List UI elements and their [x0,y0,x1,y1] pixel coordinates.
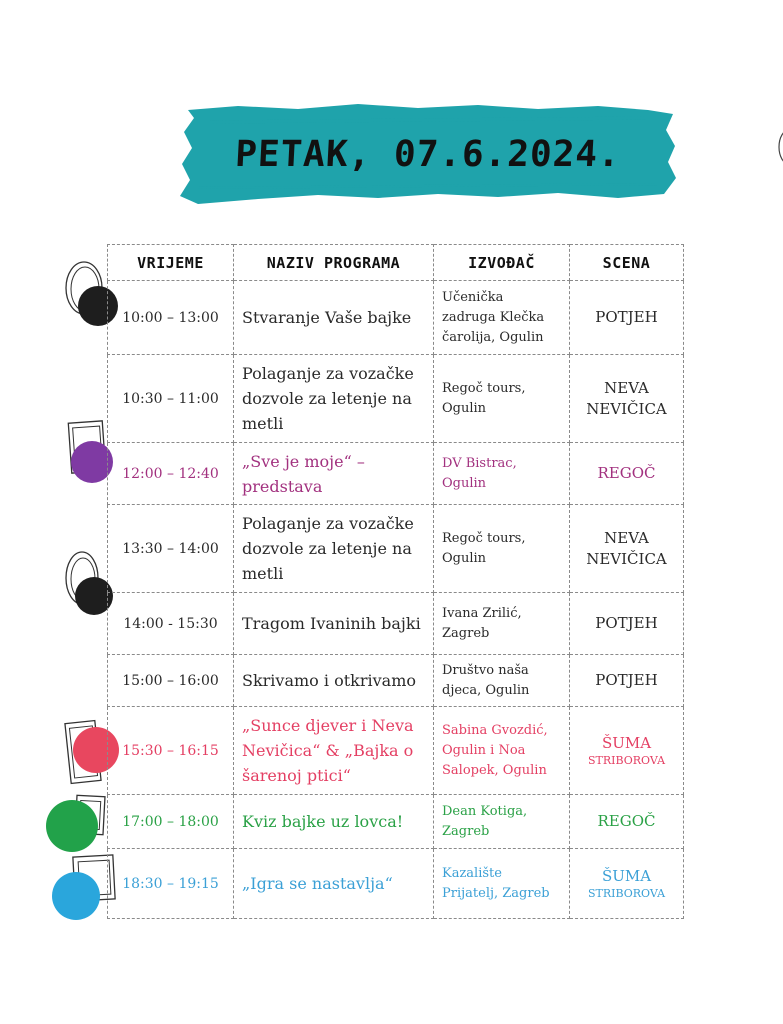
table-row [108,849,684,919]
cell-stage [570,849,684,919]
stage-name: POTJEH [595,308,658,326]
stage-name: ŠUMA [601,867,652,885]
table-row [108,655,684,707]
page-title: PETAK, 07.6.2024. [234,133,622,175]
cell-stage [570,355,684,443]
cell-stage [570,795,684,849]
square-frame-green-blot-icon [40,792,114,858]
stage-name: POTJEH [595,671,658,689]
cell-performer: DV Bistrac, Ogulin [434,443,570,505]
table-row [108,355,684,443]
cell-performer: Regoč tours, Ogulin [434,355,570,443]
header-performer: IZVOĐAČ [434,245,570,281]
stage-name: REGOČ [597,464,656,482]
cell-performer: Kazalište Prijatelj, Zagreb [434,849,570,919]
stage-name: REGOČ [597,812,656,830]
cell-program: Polaganje za vozačke dozvole za letenje na metli [234,505,434,593]
header-time: VRIJEME [108,245,234,281]
stage-name: POTJEH [595,614,658,632]
cell-stage [570,655,684,707]
table-row [108,281,684,355]
cell-time: 18:30 – 19:15 [108,849,234,919]
table-row [108,707,684,795]
cell-time: 10:30 – 11:00 [108,355,234,443]
cell-time: 15:30 – 16:15 [108,707,234,795]
header-stage: SCENA [570,245,684,281]
cell-program: Kviz bajke uz lovca! [234,795,434,849]
cell-time: 14:00 - 15:30 [108,593,234,655]
cell-time: 17:00 – 18:00 [108,795,234,849]
cell-performer: Sabina Gvozdić, Ogulin i Noa Salopek, Ogulin [434,707,570,795]
cell-program: Tragom Ivaninih bajki [234,593,434,655]
stage-subname: STRIBOROVA [587,754,666,767]
stage-name: NEVA NEVIČICA [586,528,667,568]
title-banner [178,100,678,208]
table-row [108,443,684,505]
stage-name: NEVA NEVIČICA [586,378,667,418]
cell-time: 12:00 – 12:40 [108,443,234,505]
stage-name: ŠUMA [601,734,652,752]
cell-program: „Igra se nastavlja“ [234,849,434,919]
cell-program: „Sunce djever i Neva Nevičica“ & „Bajka o šarenoj ptici“ [234,707,434,795]
cell-performer: Ivana Zrilić, Zagreb [434,593,570,655]
cell-program: Polaganje za vozačke dozvole za letenje na metli [234,355,434,443]
cell-performer: Društvo naša djeca, Ogulin [434,655,570,707]
cell-time: 13:30 – 14:00 [108,505,234,593]
cell-program: „Sve je moje“ – predstava [234,443,434,505]
cell-stage [570,593,684,655]
cell-program: Stvaranje Vaše bajke [234,281,434,355]
cell-stage [570,281,684,355]
cell-program: Skrivamo i otkrivamo [234,655,434,707]
table-header-row [108,245,684,281]
schedule-table [107,244,684,919]
cell-stage [570,443,684,505]
table-row [108,795,684,849]
cell-stage [570,707,684,795]
table-row [108,505,684,593]
cell-performer: Regoč tours, Ogulin [434,505,570,593]
stage-subname: STRIBOROVA [587,887,666,900]
cell-performer: Dean Kotiga, Zagreb [434,795,570,849]
frame-doodle-icon [775,128,783,166]
cell-time: 15:00 – 16:00 [108,655,234,707]
cell-performer: Učenička zadruga Klečka čarolija, Ogulin [434,281,570,355]
header-program: NAZIV PROGRAMA [234,245,434,281]
table-row [108,593,684,655]
cell-stage [570,505,684,593]
cell-time: 10:00 – 13:00 [108,281,234,355]
